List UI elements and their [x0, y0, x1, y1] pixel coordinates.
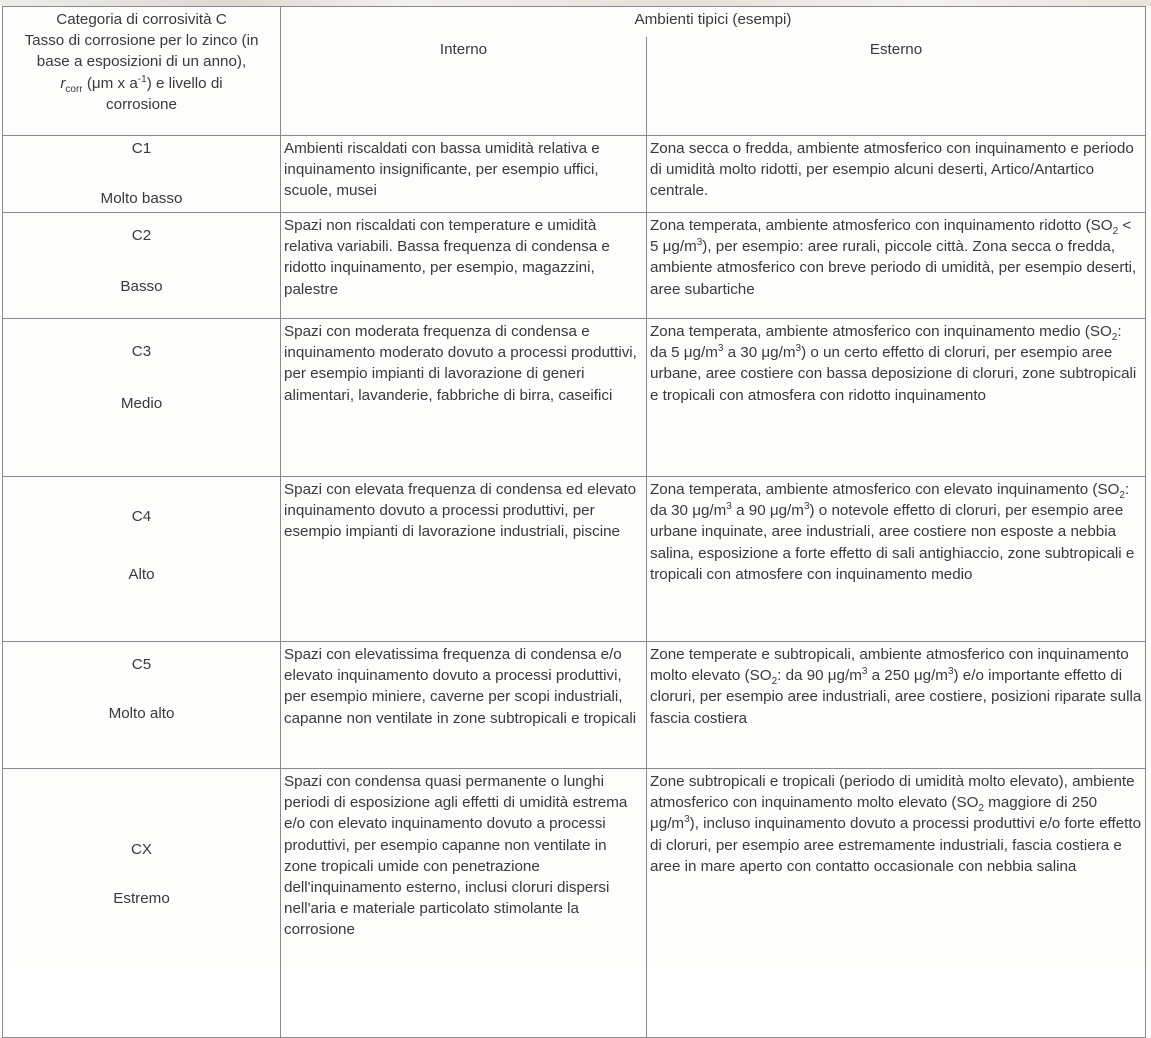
category-code: CX [130, 841, 153, 858]
external-text-b: < 5 μg/m [650, 217, 1132, 256]
external-superscript: 3 [717, 343, 724, 355]
category-cell [3, 319, 281, 477]
external-text-a: Zone subtropicali e tropicali (periodo di umidità molto elevato), ambiente atmosferico con inquinamento molto elevato (SO [650, 773, 1135, 812]
external-superscript: 3 [803, 501, 810, 513]
header-row-top [3, 7, 1146, 38]
header-category-line5: corrosione [106, 95, 177, 113]
header-category-line4 [6, 73, 277, 94]
table-row [3, 136, 1146, 213]
header-internal: Interno [281, 37, 647, 136]
external-subscript: 2 [1119, 490, 1125, 502]
internal-cell: Ambienti riscaldati con bassa umidità relativa e inquinamento insignificante, per esempio uffici, scuole, musei [281, 136, 647, 213]
rcorr-unit-a: (μm x a [82, 74, 138, 92]
external-cell: Zona secca o fredda, ambiente atmosferico con inquinamento e periodo di umidità molto ridotti, per esempio alcuni deserti, Artico/Antartico centrale. [647, 136, 1146, 213]
category-level: Molto basso [100, 190, 183, 208]
category-level: Alto [128, 566, 155, 584]
external-text-b: : da 30 μg/m [650, 481, 1130, 520]
external-text-d: ) e/o importante effetto di cloruri, per esempio aree industriali, aree costiere, posizioni riparate sulla fascia costiera [650, 667, 1142, 727]
external-subscript: 2 [978, 803, 984, 815]
category-cell [3, 642, 281, 769]
header-external: Esterno [647, 37, 1146, 136]
category-cell [3, 477, 281, 642]
category-cell [3, 136, 281, 213]
rcorr-subscript: corr [65, 83, 83, 95]
internal-cell: Spazi non riscaldati con temperature e umidità relativa variabili. Bassa frequenza di condensa e ridotto inquinamento, per esempio, magazzini, palestre [281, 213, 647, 319]
external-text-c: a 30 μg/m [723, 344, 796, 362]
internal-cell: Spazi con condensa quasi permanente o lunghi periodi di esposizione agli effetti di umidità estrema e/o con elevato inquinamento dovuto a processi produttivi, per esempio capanne non ventilate in zone tropicali umide con penetrazione dell'inquinamento esterno, inclusi cloruri dispersi nell'aria e materiale particolato stimolante la corrosione [281, 769, 647, 1038]
category-code: C3 [131, 343, 152, 360]
rcorr-symbol: r [60, 74, 66, 92]
table-row [3, 769, 1146, 1038]
internal-cell: Spazi con elevatissima frequenza di condensa e/o elevato inquinamento dovuto a processi produttivi, per esempio miniere, caverne per scopi industriali, capanne non ventilate in zone subtropicali e tropicali [281, 642, 647, 769]
external-cell [647, 642, 1146, 769]
header-category-line1: Categoria di corrosività C [56, 11, 227, 28]
external-text-b: : da 5 μg/m [650, 323, 1122, 362]
external-text-c: ), per esempio: aree rurali, piccole città. Zona secca o fredda, ambiente atmosferico con breve periodo di umidità, per esempio deserti, aree subartiche [650, 238, 1137, 298]
external-superscript: 3 [726, 501, 732, 513]
external-text-a: Zona temperata, ambiente atmosferico con inquinamento medio (SO [650, 323, 1112, 340]
header-category-line2: Tasso di corrosione per lo zinco (in [24, 32, 259, 50]
internal-cell: Spazi con moderata frequenza di condensa e inquinamento moderato dovuto a processi produttivi, per esempio impianti di lavorazione di generi alimentari, lavanderie, fabbriche di birra, caseifici [281, 319, 647, 477]
external-cell [647, 477, 1146, 642]
category-level: Molto alto [108, 705, 175, 723]
category-level: Estremo [113, 890, 170, 908]
category-code: C4 [131, 508, 152, 525]
external-subscript: 2 [1112, 226, 1119, 238]
external-superscript: 3 [947, 666, 954, 678]
external-subscript: 2 [771, 676, 778, 688]
external-text-a: Zone temperate e subtropicali, ambiente atmosferico con inquinamento molto elevato (SO [650, 646, 1129, 685]
external-cell [647, 769, 1146, 1038]
table-row [3, 642, 1146, 769]
header-environments: Ambienti tipici (esempi) [281, 7, 1146, 38]
rcorr-unit-b: ) e livello di [146, 74, 223, 92]
external-superscript: 3 [795, 343, 802, 355]
external-subscript: 2 [1111, 332, 1118, 344]
table-row [3, 477, 1146, 642]
category-cell [3, 213, 281, 319]
external-text-c: a 250 μg/m [867, 667, 948, 685]
external-text-a: Zona temperata, ambiente atmosferico con inquinamento ridotto (SO [650, 217, 1113, 234]
external-superscript: 3 [684, 814, 690, 826]
external-text-b: : da 90 μg/m [777, 667, 862, 685]
corrosivity-table [2, 6, 1146, 1038]
external-text-b: maggiore di 250 μg/m [650, 794, 1098, 833]
external-superscript: 3 [696, 237, 703, 249]
table-row [3, 319, 1146, 477]
category-cell [3, 769, 281, 1038]
external-cell [647, 213, 1146, 319]
category-level: Basso [120, 278, 163, 296]
external-text-c: ), incluso inquinamento dovuto a processi produttivi e/o forte effetto di cloruri, per esempio aree estremamente industriali, fascia costiera e aree in mare aperto con contatto occasionale con nebbia salina [650, 815, 1142, 875]
rcorr-unit-sup: -1 [137, 73, 147, 85]
external-superscript: 3 [861, 666, 868, 678]
table-row [3, 213, 1146, 319]
category-code: C2 [131, 227, 152, 244]
header-category-line3: base a esposizioni di un anno), [36, 53, 247, 71]
category-code: C1 [131, 140, 152, 157]
external-text-d: ) o notevole effetto di cloruri, per esempio aree urbane inquinate, aree industriali, aree costiere non esposte a nebbia salina, esposizione a forte effetto di sali antighiaccio, zone subtropicali e tropicali con atmosfere con inquinamento medio [650, 502, 1135, 583]
external-text-d: ) o un certo effetto di cloruri, per esempio aree urbane, aree costiere con bassa deposizione di cloruri, zone subtropicali e tropicali con atmosfera con ridotto inquinamento [650, 344, 1137, 404]
external-text-a: Zona temperata, ambiente atmosferico con elevato inquinamento (SO [650, 481, 1120, 498]
external-cell [647, 319, 1146, 477]
header-category-cell [3, 7, 281, 136]
external-text-c: a 90 μg/m [731, 502, 804, 520]
category-code: C5 [131, 656, 152, 673]
category-level: Medio [120, 395, 163, 413]
internal-cell: Spazi con elevata frequenza di condensa ed elevato inquinamento dovuto a processi produttivi, per esempio impianti di lavorazione industriali, piscine [281, 477, 647, 642]
